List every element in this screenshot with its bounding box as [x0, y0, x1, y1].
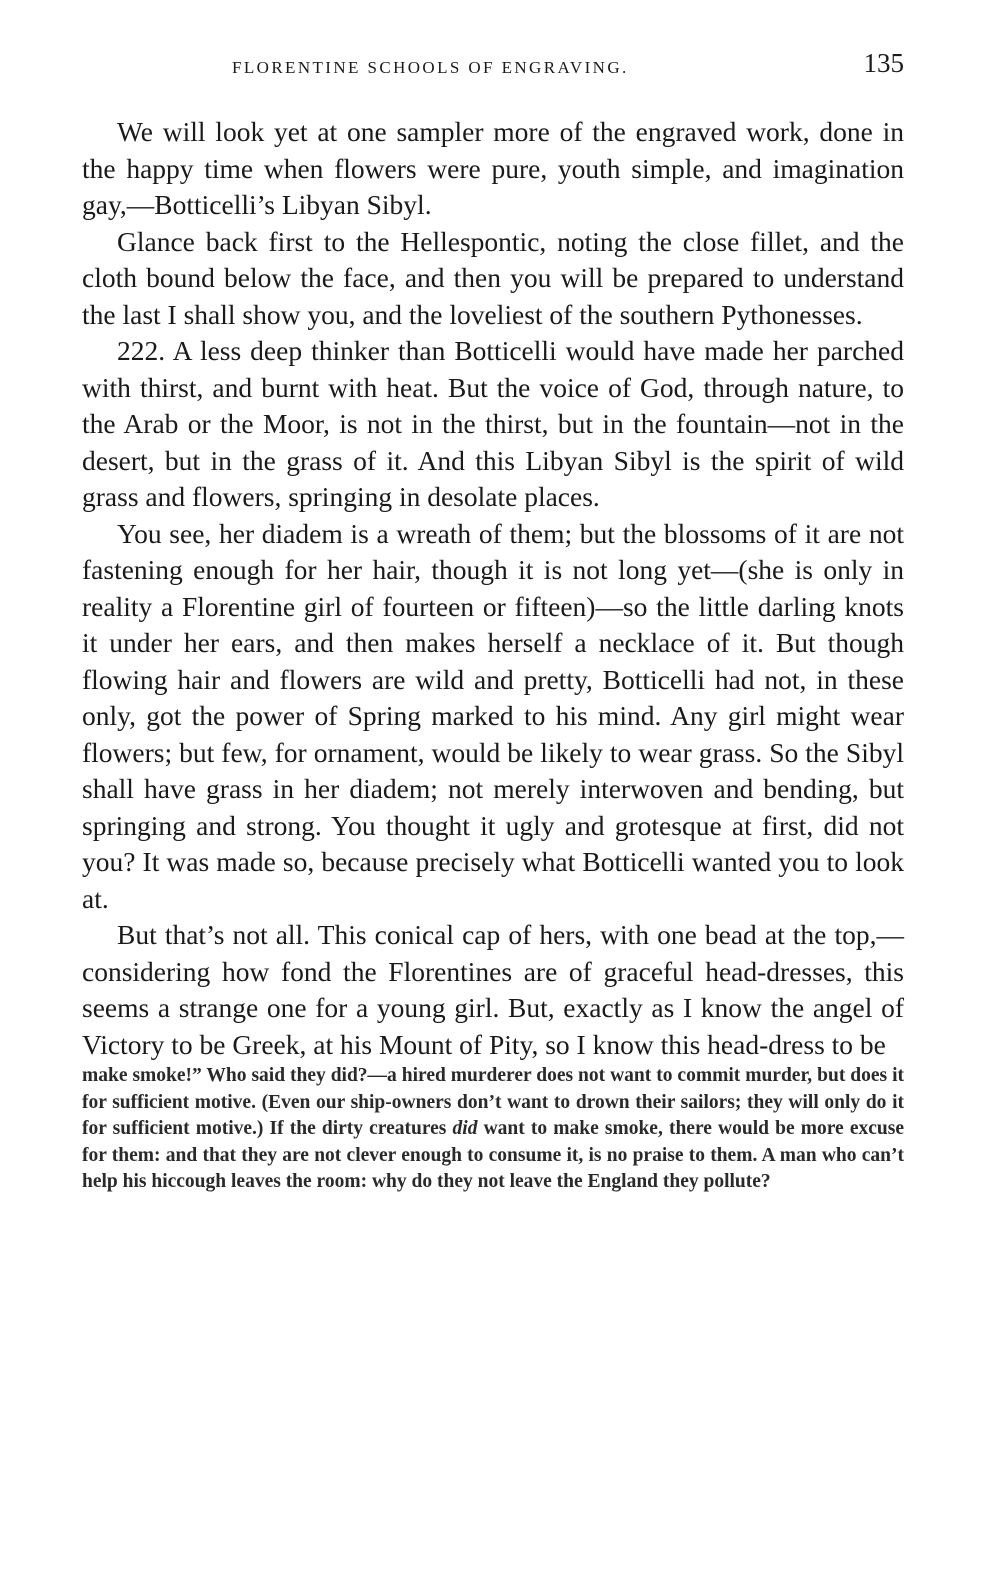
paragraph-1: We will look yet at one sampler more of the engraved work, done in the happy time when flowers were pure, youth simple, and imagination gay,—Botticelli’s Libyan Sibyl.: [82, 116, 904, 220]
paragraph-2: Glance back first to the Hellespontic, noting the close fillet, and the cloth bound below the face, and then you will be prepared to understand the last I shall show you, and the loveliest of the southern Pythonesses.: [82, 225, 904, 330]
footnote: [82, 1063, 904, 1196]
page-number: 135: [863, 48, 904, 78]
page-header: [82, 48, 904, 84]
footnote-text-end: want to make smoke, there would be more excuse for them: and that they are not clever enough to consume it, is no praise to them. A man who can’t help his hiccough leaves the room: why do they not leave the England they pollute?: [82, 1118, 904, 1192]
paragraph-5: But that’s not all. This conical cap of hers, with one bead at the top,—considering how fond the Florentines are of graceful head-dresses, this seems a strange one for a young girl. But, exactly as I know the angel of Victory to be Greek, at his Mount of Pity, so I know this head-dress to be: [82, 919, 904, 1060]
footnote-italic: did: [452, 1118, 478, 1139]
footnote-text: [82, 1063, 904, 1196]
paragraph-3: 222. A less deep thinker than Botticelli would have made her parched with thirst, and burnt with heat. But the voice of God, through nature, to the Arab or the Moor, is not in the thirst, but in the fountain—not in the desert, but in the grass of it. And this Libyan Sibyl is the spirit of wild grass and flowers, springing in desolate places.: [82, 335, 904, 512]
book-page: [82, 48, 904, 1196]
body-text: [82, 114, 904, 1063]
footnote-text-start: make smoke!” Who said they did?—a hired murderer does not want to commit murder, but does it for sufficient motive. (Even our ship-owners don’t want to drown their sailors; they will only do it for sufficient motive.) If the dirty creatures: [82, 1065, 904, 1139]
running-title: FLORENTINE SCHOOLS OF ENGRAVING.: [232, 58, 629, 77]
paragraph-4: You see, her diadem is a wreath of them; but the blossoms of it are not fastening enough for her hair, though it is not long yet—(she is only in reality a Florentine girl of fourteen or fifteen)—so the little darling knots it under her ears, and then makes herself a necklace of it. But though flowing hair and flowers are wild and pretty, Botticelli had not, in these only, got the power of Spring marked to his mind. Any girl might wear flowers; but few, for ornament, would be likely to wear grass. So the Sibyl shall have grass in her diadem; not merely interwoven and bending, but springing and strong. You thought it ugly and grotesque at first, did not you? It was made so, because precisely what Botticelli wanted you to look at.: [82, 517, 904, 914]
